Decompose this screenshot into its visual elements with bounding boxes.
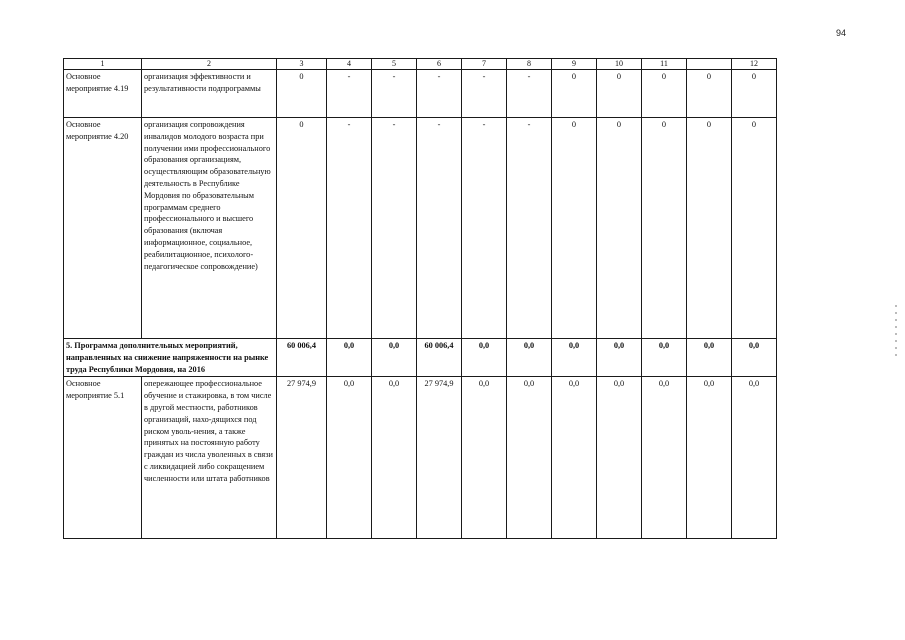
table-row	[64, 377, 777, 539]
value-cell: 27 974,9	[417, 377, 462, 539]
value-cell: 60 006,4	[417, 339, 462, 377]
value-cell: 0	[642, 118, 687, 339]
value-cell: 0	[687, 70, 732, 118]
value-cell: 0,0	[372, 339, 417, 377]
value-cell: -	[507, 70, 552, 118]
value-cell: 0	[732, 118, 777, 339]
table-row	[64, 118, 777, 339]
header-cell: 7	[462, 59, 507, 70]
row-label: Основное мероприятие 4.20	[64, 118, 142, 339]
value-cell: 0	[642, 70, 687, 118]
value-cell: -	[462, 70, 507, 118]
value-cell: -	[417, 70, 462, 118]
row-label: Основное мероприятие 4.19	[64, 70, 142, 118]
value-cell: 0,0	[462, 377, 507, 539]
header-cell	[687, 59, 732, 70]
value-cell: 0	[552, 118, 597, 339]
value-cell: 0	[597, 118, 642, 339]
value-cell: 0	[552, 70, 597, 118]
value-cell: 60 006,4	[277, 339, 327, 377]
value-cell: 0,0	[507, 377, 552, 539]
value-cell: 0	[687, 118, 732, 339]
program-title: 5. Программа дополнительных мероприятий, направленных на снижение напряженности на рынке труда Республики Мордовия, на 2016	[64, 339, 277, 377]
header-cell: 9	[552, 59, 597, 70]
header-cell: 5	[372, 59, 417, 70]
value-cell: 0,0	[552, 377, 597, 539]
value-cell: 0,0	[507, 339, 552, 377]
value-cell: -	[417, 118, 462, 339]
scan-edge-mark	[893, 300, 899, 390]
value-cell: -	[372, 70, 417, 118]
value-cell: -	[372, 118, 417, 339]
table-header-row	[64, 59, 777, 70]
header-cell: 2	[142, 59, 277, 70]
value-cell: 0,0	[597, 377, 642, 539]
header-cell: 12	[732, 59, 777, 70]
value-cell: 0,0	[732, 339, 777, 377]
table-row	[64, 70, 777, 118]
row-description: организация эффективности и результативности подпрограммы	[142, 70, 277, 118]
value-cell: 0,0	[372, 377, 417, 539]
value-cell: 0	[732, 70, 777, 118]
value-cell: -	[327, 118, 372, 339]
page-number: 94	[836, 28, 847, 38]
value-cell: 0,0	[462, 339, 507, 377]
value-cell: 0,0	[642, 339, 687, 377]
header-cell: 8	[507, 59, 552, 70]
value-cell: -	[327, 70, 372, 118]
header-cell: 11	[642, 59, 687, 70]
value-cell: 0,0	[687, 377, 732, 539]
value-cell: 0,0	[327, 377, 372, 539]
header-cell: 6	[417, 59, 462, 70]
value-cell: 0	[597, 70, 642, 118]
program-row	[64, 339, 777, 377]
value-cell: 0,0	[642, 377, 687, 539]
header-cell: 4	[327, 59, 372, 70]
value-cell: 0,0	[687, 339, 732, 377]
value-cell: 0,0	[552, 339, 597, 377]
value-cell: 0	[277, 118, 327, 339]
value-cell: -	[507, 118, 552, 339]
row-description: организация сопровождения инвалидов молодого возраста при получении ими профессионального образования организациям, осуществляющим образовательную деятельность в Республике Мордовия по образовательным программам среднего профессионального и высшего образования (включая информационное, социальное, реабилитационное, психолого-педагогическое сопровождение)	[142, 118, 277, 339]
value-cell: 0	[277, 70, 327, 118]
value-cell: 27 974,9	[277, 377, 327, 539]
value-cell: 0,0	[327, 339, 372, 377]
value-cell: -	[462, 118, 507, 339]
header-cell: 3	[277, 59, 327, 70]
budget-table	[63, 58, 777, 539]
header-cell: 1	[64, 59, 142, 70]
row-label: Основное мероприятие 5.1	[64, 377, 142, 539]
value-cell: 0,0	[597, 339, 642, 377]
header-cell: 10	[597, 59, 642, 70]
value-cell: 0,0	[732, 377, 777, 539]
row-description: опережающее профессиональное обучение и стажировка, в том числе в другой местности, работников организаций, нахо-дящихся под риском уволь-нения, а также принятых на постоянную работу граждан из числа уволенных в связи с ликвидацией либо сокращением численности или штата работников	[142, 377, 277, 539]
